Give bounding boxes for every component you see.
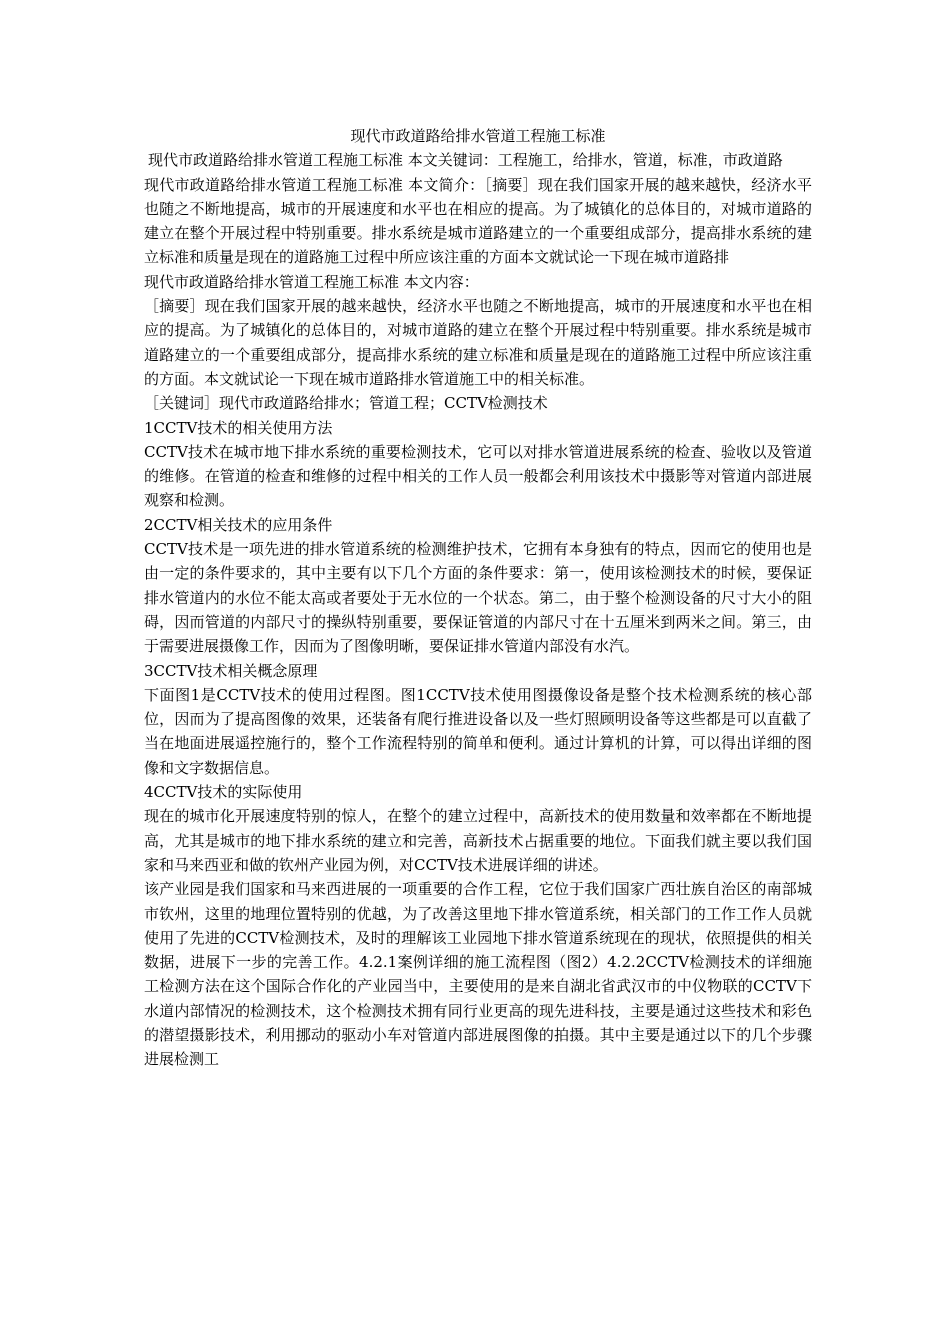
document-title: 现代市政道路给排水管道工程施工标准 (350, 127, 606, 145)
keywords-line: ［关键词］现代市政道路给排水；管道工程；CCTV检测技术 (144, 394, 548, 413)
section-body-5: 该产业园是我们国家和马来西进展的一项重要的合作工程，它位于我们国家广西壮族自治区的南部城市钦州，这里的地理位置特别的优越，为了改善这里地下排水管道系统，相关部门的工作工作人员就使用了先进的CCTV检测技术，及时的理解该工业园地下排水管道系统现在的现状，依照提供的相关数据，进展下一步的完善工作。4.2.1案例详细的施工流程图（图2）4.2.2CCTV检测技术的详细施工检测方法在这个国际合作化的产业园当中，主要使用的是来自湖北省武汉市的中仪物联的CCTV下水道内部情况的检测技术，这个检测技术拥有同行业更高的现先进科技，主要是通过这些技术和彩色的潜望摄影技术，利用挪动的驱动小车对管道内部进展图像的拍摄。其中主要是通过以下的几个步骤进展检测工 (144, 880, 812, 1069)
abstract-paragraph: ［摘要］现在我们国家开展的越来越快，经济水平也随之不断地提高，城市的开展速度和水平也在相应的提高。为了城镇化的总体目的，对城市道路的建立在整个开展过程中特别重要。排水系统是城市道路建立的一个重要组成部分，提高排水系统的建立标准和质量是现在的道路施工过程中所应该注重的方面。本文就试论一下现在城市道路排水管道施工中的相关标准。 (144, 297, 812, 388)
keywords-paragraph: 现代市政道路给排水管道工程施工标准 本文关键词：工程施工，给排水，管道，标准，市政道路 (148, 151, 783, 170)
section-heading-2: 2CCTV相关技术的应用条件 (144, 515, 333, 534)
section-heading-1: 1CCTV技术的相关使用方法 (144, 418, 333, 437)
section-body-4: 现在的城市化开展速度特别的惊人，在整个的建立过程中，高新技术的使用数量和效率都在不断地提高，尤其是城市的地下排水系统的建立和完善，高新技术占据重要的地位。下面我们就主要以我们国家和马来西亚和做的钦州产业园为例，对CCTV技术进展详细的讲述。 (144, 807, 812, 874)
section-body-2: CCTV技术是一项先进的排水管道系统的检测维护技术，它拥有本身独有的特点，因而它的使用也是由一定的条件要求的，其中主要有以下几个方面的条件要求：第一，使用该检测技术的时候，要保证排水管道内的水位不能太高或者要处于无水位的一个状态。第二，由于整个检测设备的尺寸大小的阻碍，因而管道的内部尺寸的操纵特别重要，要保证管道的内部尺寸在十五厘米到两米之间。第三，由于需要进展摄像工作，因而为了图像明晰，要保证排水管道内部没有水汽。 (144, 540, 812, 656)
section-heading-4: 4CCTV技术的实际使用 (144, 783, 303, 802)
section-heading-3: 3CCTV技术相关概念原理 (144, 661, 318, 680)
section-body-1: CCTV技术在城市地下排水系统的重要检测技术，它可以对排水管道进展系统的检查、验收以及管道的维修。在管道的检查和维修的过程中相关的工作人员一般都会利用该技术中摄影等对管道内部进展观察和检测。 (144, 442, 812, 510)
section-body-3: 下面图1是CCTV技术的使用过程图。图1CCTV技术使用图摄像设备是整个技术检测系统的核心部位，因而为了提高图像的效果，还装备有爬行推进设备以及一些灯照顾明设备等这些都是可以直截了当在地面进展遥控施行的，整个工作流程特别的简单和便利。通过计算机的计算，可以得出详细的图像和文字数据信息。 (144, 685, 812, 777)
document-page (144, 124, 812, 1072)
content-heading: 现代市政道路给排水管道工程施工标准 本文内容： (144, 272, 479, 291)
summary-paragraph: 现代市政道路给排水管道工程施工标准 本文简介：［摘要］现在我们国家开展的越来越快，经济水平也随之不断地提高，城市的开展速度和水平也在相应的提高。为了城镇化的总体目的，对城市道路的建立在整个开展过程中特别重要。排水系统是城市道路建立的一个重要组成部分，提高排水系统的建立标准和质量是现在的道路施工过程中所应该注重的方面本文就试论一下现在城市道路排 (144, 175, 812, 267)
